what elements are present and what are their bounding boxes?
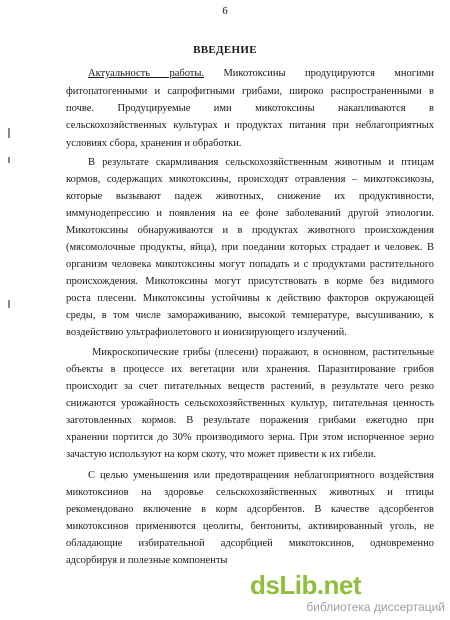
text-line: Микотоксины обнаруживаются и в продуктах животного происхождения [66,225,434,236]
text-line: В результате скармливания сельскохозяйственным животным и птицам [88,157,434,168]
line-text: Микотоксины продуцируются многими [204,68,434,79]
text-line [88,68,434,80]
text-line: сельскохозяйственных культурах и продуктах питания при неблагоприятных [66,120,434,131]
text-line: адсорбируя и полезные компоненты [66,555,228,566]
text-line: рекомендовано включение в корм адсорбентов. В качестве адсорбентов [66,504,434,515]
underlined-phrase: Актуальность работы. [88,68,205,79]
page-number: 6 [222,5,228,17]
text-line: С целью уменьшения или предотвращения неблагоприятного воздействия [88,470,434,481]
margin-mark [8,300,10,308]
text-line: снижаются урожайность сельскохозяйственных культур, питательная ценность [66,398,434,409]
text-line: зачастую используют на корм скоту, что может привести к их гибели. [66,449,377,460]
text-line: кормов, содержащих микотоксины, происходят отравления – микотоксикозы, [66,174,434,185]
watermark-subtitle: библиотека диссертаций [306,600,445,614]
margin-mark [8,157,10,163]
text-line: роста плесени. Микотоксины устойчивы к действию факторов окружающей [66,293,434,304]
text-line: воздействию ультрафиолетового и ионизирующего излучений. [66,327,347,338]
watermark [250,570,445,614]
text-line: Микроскопические грибы (плесени) поражают, в основном, растительные [92,347,434,358]
margin-mark [8,128,10,138]
section-heading: ВВЕДЕНИЕ [193,44,257,56]
text-line: происходит за счет питательных веществ растений, в результате чего резко [66,381,434,392]
text-line: обладающие избирательной адсорбцией микотоксинов, одновременно [66,538,434,549]
text-line: фитопатогенными и сапрофитными грибами, широко распространенными в [66,86,434,97]
text-line: которые вызывают падеж животных, снижение их продуктивности, [66,191,434,202]
text-line: хранении портится до 30% производимого зерна. При этом испорченное зерно [66,432,434,443]
watermark-logo: dsLib.net [250,570,362,600]
text-line: микотоксинов применяются цеолиты, бентониты, активированный уголь, не [66,521,434,532]
text-line: условиях сбора, хранения и обработки. [66,138,242,149]
text-line: микотоксинов на здоровье сельскохозяйственных животных и птицы [66,487,434,498]
text-line: объекты в процессе их вегетации или хранения. Паразитирование грибов [66,364,434,375]
text-line: почве. Продуцируемые ими микотоксины накапливаются в [66,103,434,114]
text-line: иммунодепрессию и появления на ее фоне заболеваний другой этиологии. [66,208,434,219]
text-line: среды, в том числе замораживанию, высокой температуре, высушиванию, к [66,310,434,321]
text-line: заготовленных кормов. В результате поражения грибами ежегодно при [66,415,434,426]
text-line: организм человека микотоксины могут попадать и с продуктами растительного [66,259,434,270]
text-line: (мясомолочные продукты, яйца), при поедании которых страдает и человек. В [66,242,434,253]
text-line: происхождения. Микотоксины могут присутствовать в корме без видимого [66,276,434,287]
